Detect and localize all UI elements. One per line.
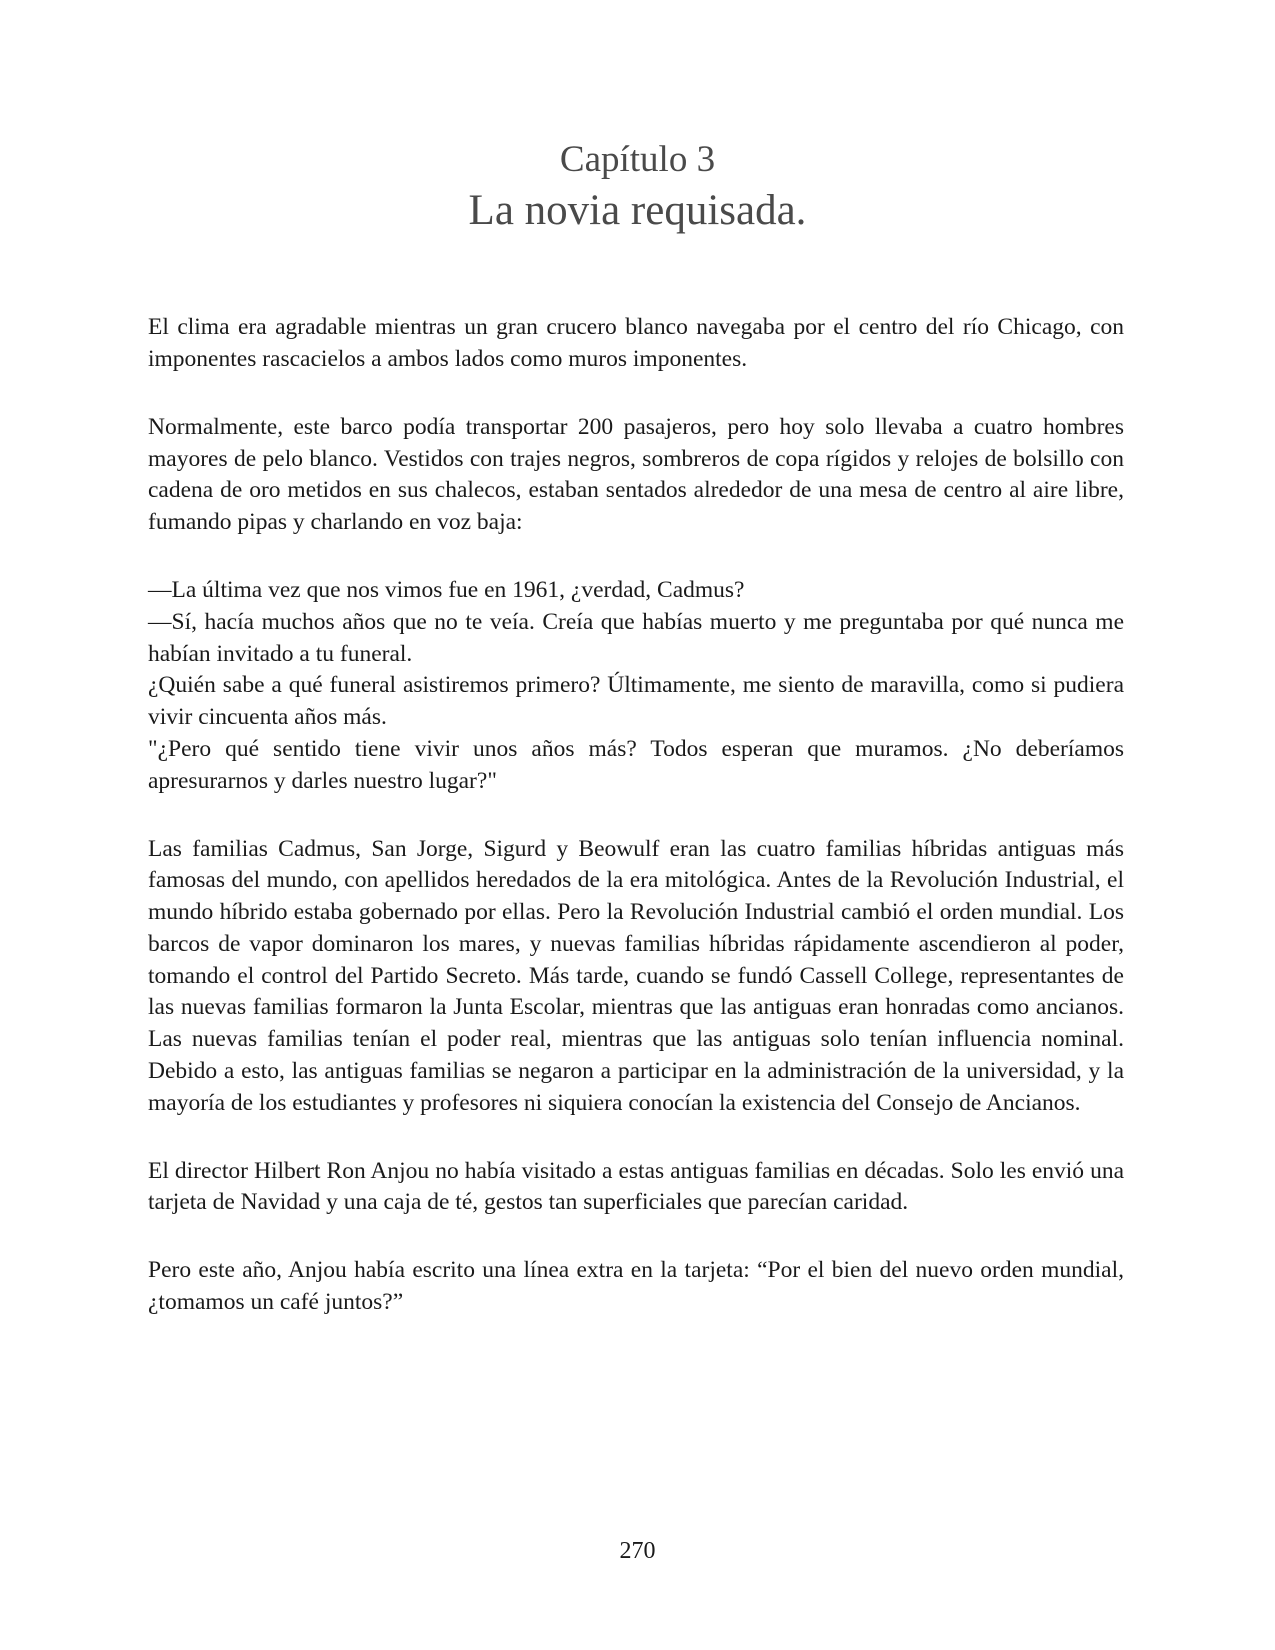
body-paragraph-5: Pero este año, Anjou había escrito una línea extra en la tarjeta: “Por el bien del nuevo orden mundial, ¿tomamos un café juntos?” (148, 1257, 1124, 1316)
dialogue-line-1: —La última vez que nos vimos fue en 1961, ¿verdad, Cadmus? (148, 576, 745, 603)
dialogue-line-3: ¿Quién sabe a qué funeral asistiremos primero? Últimamente, me siento de maravilla, como si pudiera vivir cincuenta años más. (148, 672, 1124, 731)
chapter-heading (0, 0, 1275, 238)
body-paragraph-2: Normalmente, este barco podía transportar 200 pasajeros, pero hoy solo llevaba a cuatro hombres mayores de pelo blanco. Vestidos con trajes negros, sombreros de copa rígidos y relojes de bolsillo con cadena de oro metidos en sus chalecos, estaban sentados alrededor de una mesa de centro al aire libre, fumando pipas y charlando en voz baja: (148, 413, 1124, 536)
page-body-text (148, 312, 1124, 1319)
chapter-number: Capítulo 3 (559, 139, 716, 180)
body-paragraph-4: El director Hilbert Ron Anjou no había visitado a estas antiguas familias en décadas. Solo les envió una tarjeta de Navidad y una caja de té, gestos tan superficiales que parecían caridad. (148, 1157, 1124, 1216)
body-paragraph-3: Las familias Cadmus, San Jorge, Sigurd y Beowulf eran las cuatro familias híbridas antiguas más famosas del mundo, con apellidos heredados de la era mitológica. Antes de la Revolución Industrial, el mundo híbrido estaba gobernado por ellas. Pero la Revolución Industrial cambió el orden mundial. Los barcos de vapor dominaron los mares, y nuevas familias híbridas rápidamente ascendieron al poder, tomando el control del Partido Secreto. Más tarde, cuando se fundó Cassell College, representantes de las nuevas familias formaron la Junta Escolar, mientras que las antiguas eran honradas como ancianos. Las nuevas familias tenían el poder real, mientras que las antiguas solo tenían influencia nominal. Debido a esto, las antiguas familias se negaron a participar en la administración de la universidad, y la mayoría de los estudiantes y profesores ni siquiera conocían la existencia del Consejo de Ancianos. (148, 835, 1124, 1116)
dialogue-line-2: —Sí, hacía muchos años que no te veía. Creía que habías muerto y me preguntaba por qué nunca me habían invitado a tu funeral. (148, 608, 1124, 667)
page-number: 270 (619, 1538, 656, 1564)
dialogue-line-4: "¿Pero qué sentido tiene vivir unos años más? Todos esperan que muramos. ¿No deberíamos apresurarnos y darles nuestro lugar?" (148, 735, 1124, 794)
chapter-title: La novia requisada. (468, 187, 807, 235)
body-paragraph-1: El clima era agradable mientras un gran crucero blanco navegaba por el centro del río Chicago, con imponentes rascacielos a ambos lados como muros imponentes. (148, 314, 1124, 372)
